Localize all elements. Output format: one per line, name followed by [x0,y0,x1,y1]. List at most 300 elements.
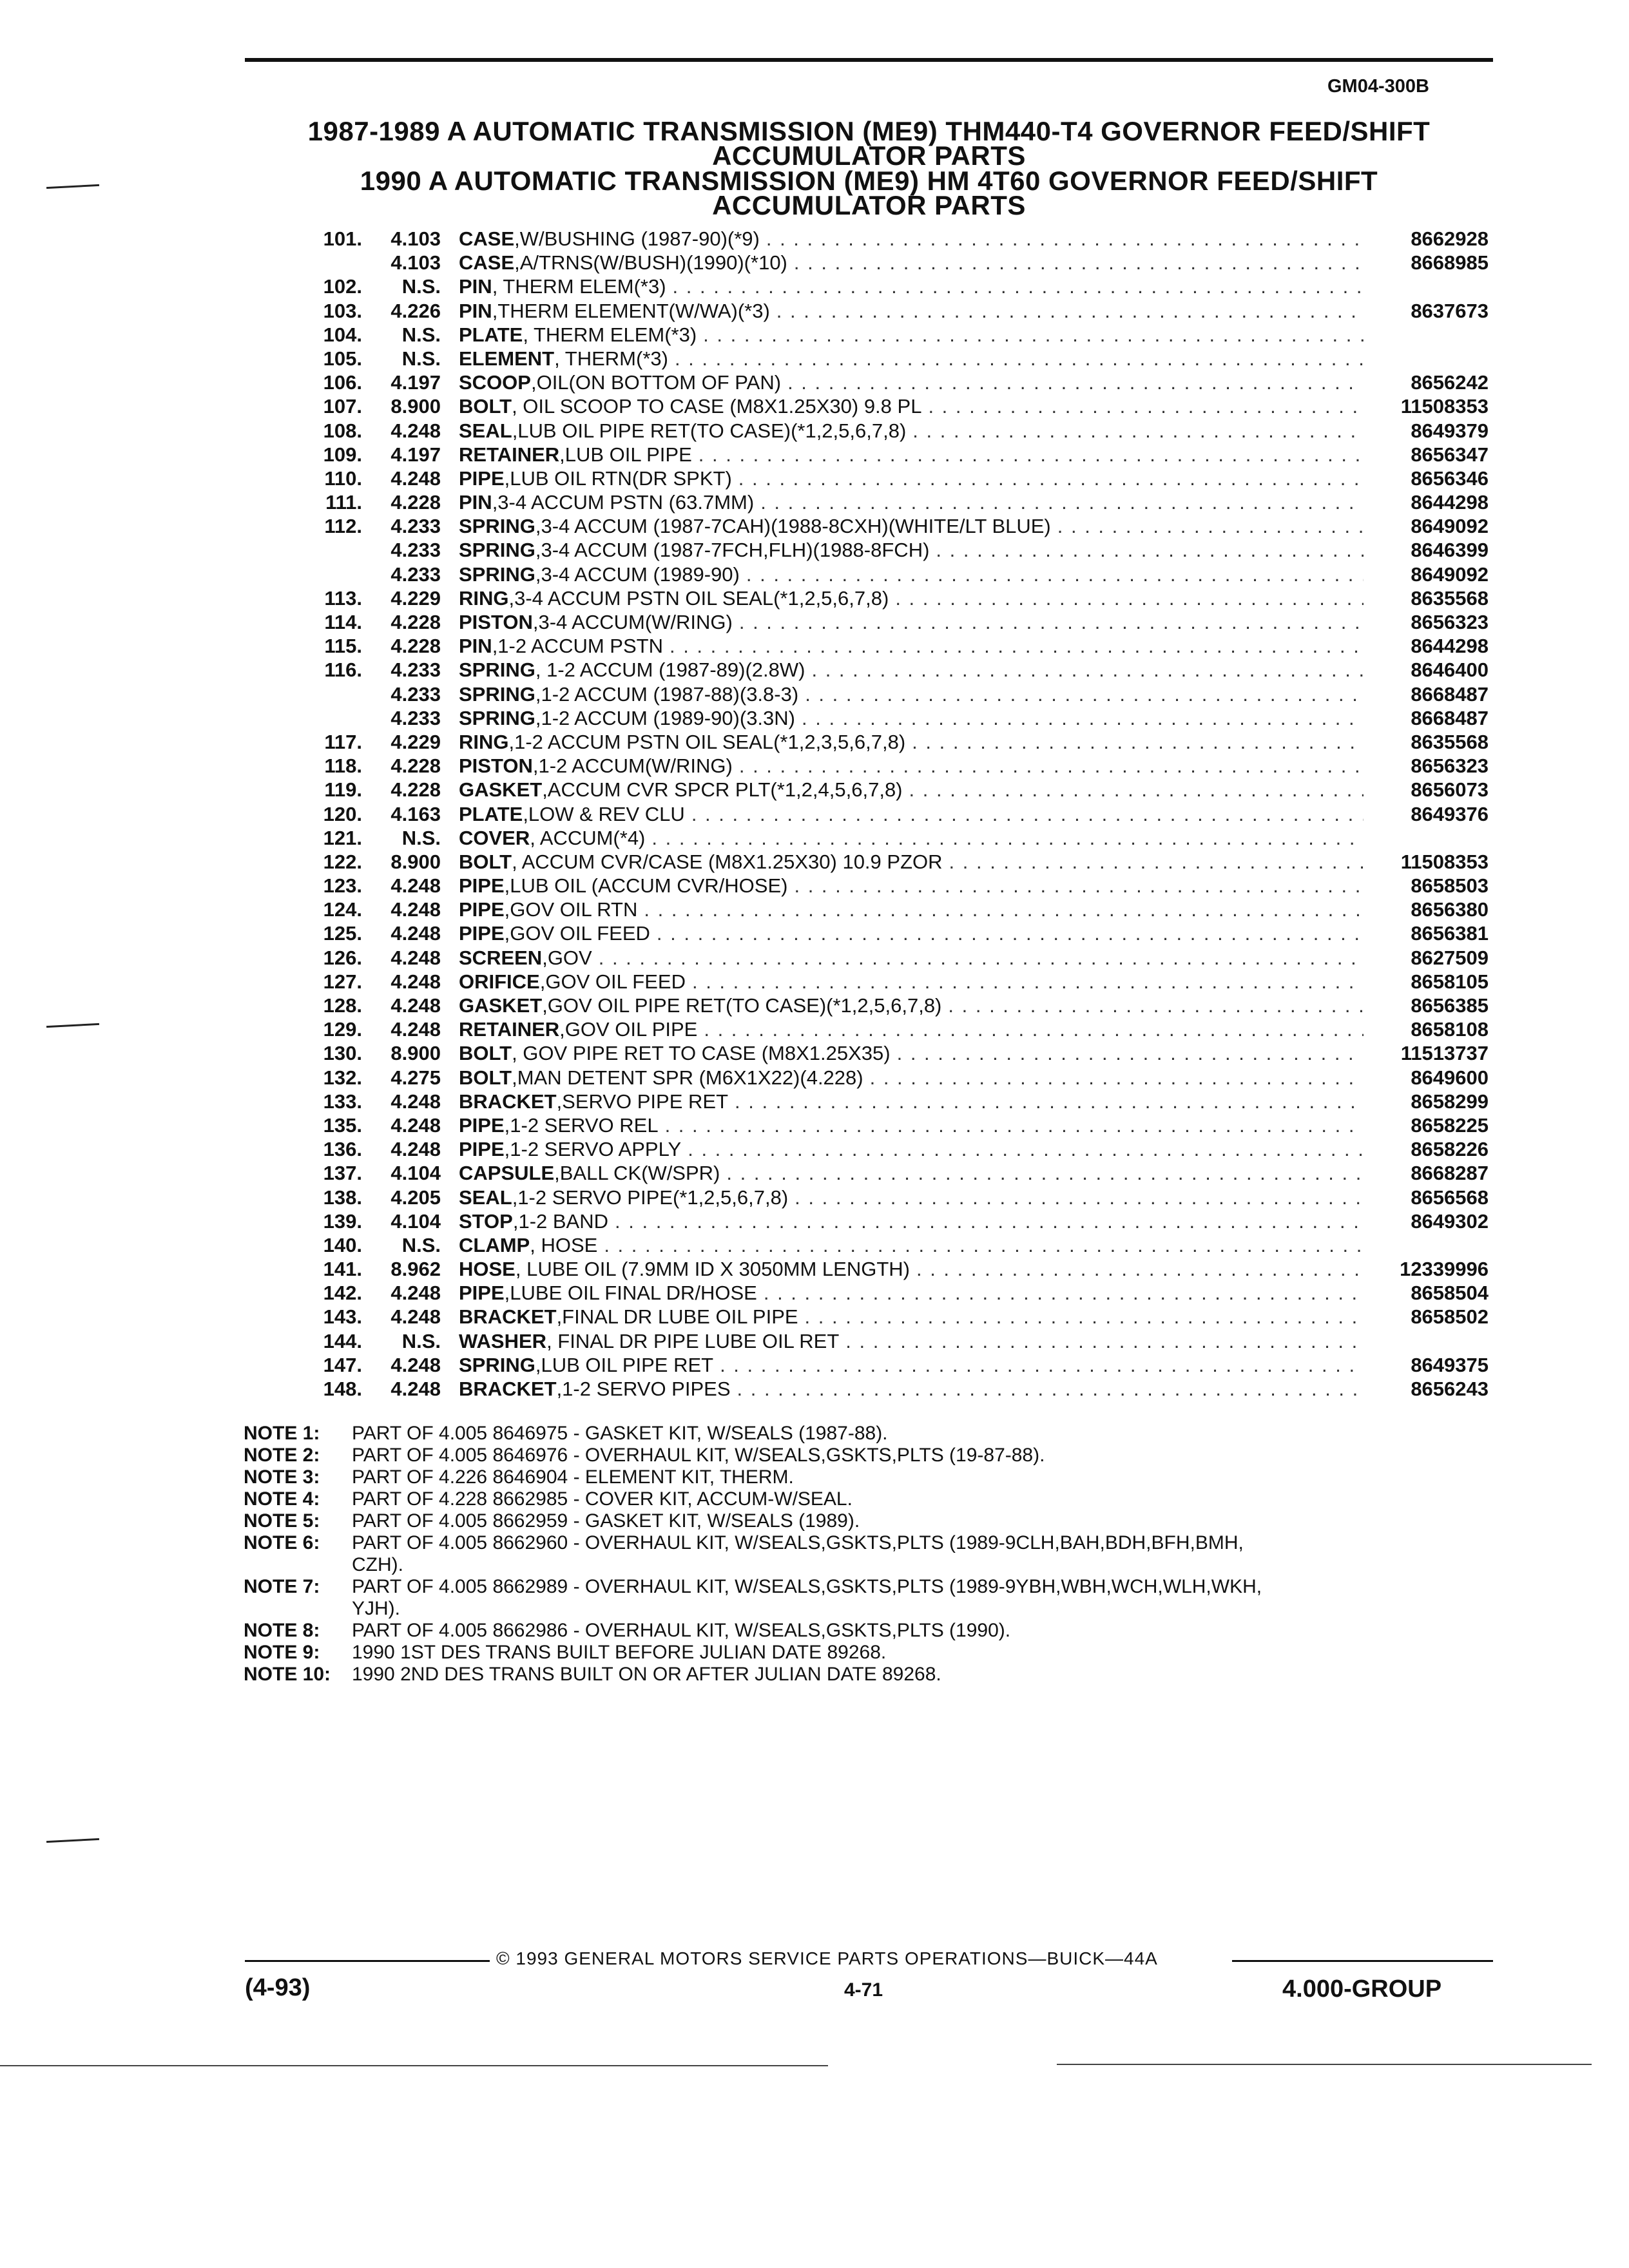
part-row [0,730,1629,754]
part-row [0,1209,1629,1233]
part-number: 8649092 [1411,562,1489,586]
part-row [0,778,1629,802]
part-row [0,1066,1629,1090]
document-code: GM04-300B [1327,76,1429,97]
part-row [0,658,1629,682]
dot-leader [1057,514,1364,538]
part-detail: , THERM ELEM(*3) [492,275,666,298]
group-number: 4.248 [390,466,441,490]
note-text: PART OF 4.005 8662989 - OVERHAUL KIT, W/SEALS,GSKTS,PLTS (1989-9YBH,WBH,WCH,WLH,WKH, [352,1576,1262,1597]
page-title-line-3: 1990 A AUTOMATIC TRANSMISSION (ME9) HM 4T60 GOVERNOR FEED/SHIFT [360,166,1378,196]
ref-number: 118. [324,754,362,778]
group-number: 8.962 [390,1258,441,1281]
part-description [459,443,1364,466]
part-number: 8658108 [1411,1018,1489,1041]
ref-number: 117. [324,730,362,753]
part-number: 8658502 [1411,1305,1489,1329]
group-number: 4.233 [390,658,441,682]
part-detail: , ACCUM CVR/CASE (M8X1.25X30) 10.9 PZOR [512,850,943,873]
ref-number: 128. [323,994,362,1017]
parts-list [0,227,1629,1401]
page-title-line-1: 1987-1989 A AUTOMATIC TRANSMISSION (ME9) THM440-T4 GOVERNOR FEED/SHIFT [307,116,1431,146]
bottom-rule [1057,2064,1592,2065]
part-description [459,994,1364,1017]
part-description [459,610,1364,634]
group-number: 4.248 [390,1090,441,1113]
part-number: 8668487 [1411,706,1489,729]
part-description [459,274,1364,298]
part-description [459,586,1364,610]
part-detail: ,1-2 ACCUM(W/RING) [532,754,733,778]
part-description [459,466,1364,490]
part-description [459,1161,1364,1185]
note-text: PART OF 4.228 8662985 - COVER KIT, ACCUM-W/SEAL. [352,1488,853,1510]
note-item [244,1576,1507,1620]
dot-leader [746,562,1364,586]
part-name: PIN [459,299,492,322]
part-name: COVER [459,826,530,849]
part-name: CASE [459,227,515,250]
part-detail: , LUBE OIL (7.9MM ID X 3050MM LENGTH) [515,1258,910,1281]
part-description [459,1017,1364,1041]
group-number: 4.233 [390,682,441,706]
part-row [0,874,1629,898]
note-text: PART OF 4.005 8662986 - OVERHAUL KIT, W/SEALS,GSKTS,PLTS (1990). [352,1620,1011,1641]
group-number: 4.248 [390,1138,441,1161]
part-name: SPRING [459,706,535,729]
dot-leader [776,299,1364,323]
part-number: 8668287 [1411,1162,1489,1185]
part-detail: ,3-4 ACCUM PSTN (63.7MM) [492,491,755,514]
part-detail: ,1-2 ACCUM (1987-88)(3.8-3) [535,682,799,706]
part-row [0,994,1629,1017]
part-description [459,1257,1364,1281]
part-number: 8644298 [1411,491,1489,514]
part-description [459,1233,1364,1257]
part-detail: ,1-2 BAND [512,1209,609,1233]
part-row [0,443,1629,466]
note-continuation: CZH). [352,1554,403,1575]
part-number: 8658105 [1411,970,1489,993]
part-description [459,323,1364,347]
part-name: PISTON [459,611,533,633]
part-detail: , OIL SCOOP TO CASE (M8X1.25X30) 9.8 PL [512,395,922,418]
ref-number: 106. [323,371,362,394]
part-number: 8656568 [1411,1186,1489,1209]
dot-leader [845,1329,1364,1353]
note-label: NOTE 1: [244,1423,320,1444]
footer-rule-left [245,1960,490,1962]
dot-leader [912,730,1364,754]
ref-number: 102. [323,275,362,298]
part-name: BRACKET [459,1378,557,1400]
part-row [0,514,1629,538]
dot-leader [699,443,1364,466]
dot-leader [909,778,1364,802]
part-number: 8627509 [1411,946,1489,969]
part-name: PIPE [459,898,505,921]
part-description [459,1090,1364,1113]
binder-punch-mark [46,1838,99,1843]
note-item [244,1488,1507,1510]
part-description [459,1281,1364,1305]
part-row [0,1377,1629,1401]
part-number: 8656385 [1411,994,1489,1017]
part-number: 8649375 [1411,1353,1489,1376]
part-detail: ,3-4 ACCUM (1987-7FCH,FLH)(1988-8FCH) [535,539,930,562]
part-name: WASHER [459,1329,547,1352]
part-name: PIPE [459,466,505,490]
group-number: 4.197 [390,443,441,466]
dot-leader [675,347,1364,370]
ref-number: 144. [323,1329,362,1352]
part-description [459,1137,1364,1161]
dot-leader [604,1233,1364,1257]
part-name: CLAMP [459,1233,530,1256]
part-name: RETAINER [459,1018,560,1041]
note-text: PART OF 4.226 8646904 - ELEMENT KIT, THERM. [352,1466,794,1488]
part-detail: ,LOW & REV CLU [523,802,685,825]
part-row [0,1113,1629,1137]
part-detail: , GOV PIPE RET TO CASE (M8X1.25X35) [512,1042,891,1065]
ref-number: 111. [325,491,362,514]
part-row [0,970,1629,994]
group-number: 4.229 [390,586,441,610]
part-number: 11513737 [1400,1042,1489,1065]
ref-number: 126. [323,946,362,969]
note-label: NOTE 3: [244,1466,320,1488]
part-number: 12339996 [1400,1258,1489,1281]
part-description [459,826,1364,850]
ref-number: 103. [323,299,362,322]
ref-number: 130. [323,1042,362,1065]
part-number: 8646399 [1411,539,1489,562]
dot-leader [704,1017,1364,1041]
group-number: 4.228 [390,491,441,514]
part-name: HOSE [459,1258,516,1281]
part-name: SPRING [459,682,535,706]
note-text: 1990 2ND DES TRANS BUILT ON OR AFTER JULIAN DATE 89268. [352,1664,941,1685]
part-description [459,1353,1364,1377]
part-number: 8649302 [1411,1209,1489,1233]
group-number: 4.248 [390,946,441,969]
ref-number: 142. [323,1282,362,1305]
binder-punch-mark [46,184,99,189]
part-description [459,347,1364,370]
part-description [459,1113,1364,1137]
part-description [459,874,1364,898]
part-row [0,1017,1629,1041]
group-number: 4.197 [390,371,441,394]
page-number: 4-71 [844,1979,883,2001]
group-number: 4.233 [390,515,441,538]
ref-number: 109. [323,443,362,466]
part-detail: ,LUBE OIL FINAL DR/HOSE [504,1282,757,1305]
part-name: SCREEN [459,946,543,969]
part-row [0,1137,1629,1161]
note-continuation: YJH). [352,1598,400,1619]
part-number: 8658226 [1411,1138,1489,1161]
group-number: 4.248 [390,1113,441,1137]
part-name: PLATE [459,802,523,825]
notes-section [244,1423,1507,1686]
ref-number: 119. [324,778,362,802]
dot-leader [665,1113,1364,1137]
ref-number: 129. [323,1018,362,1041]
note-label: NOTE 9: [244,1642,320,1663]
dot-leader [760,490,1364,514]
group-number: 4.248 [390,419,441,442]
group-number: 8.900 [390,1042,441,1065]
part-number: 8656073 [1411,778,1489,802]
part-detail: ,OIL(ON BOTTOM OF PAN) [530,371,782,394]
dot-leader [739,754,1364,778]
group-number: 4.248 [390,970,441,993]
part-detail: ,SERVO PIPE RET [556,1090,729,1113]
part-name: SEAL [459,1186,512,1209]
note-item [244,1620,1507,1642]
ref-number: 132. [323,1066,362,1089]
part-name: SPRING [459,539,535,562]
part-name: CASE [459,251,515,274]
part-detail: , THERM ELEM(*3) [523,323,697,346]
part-detail: ,GOV OIL FEED [504,922,650,945]
ref-number: 141. [323,1258,362,1281]
part-number: 8656380 [1411,898,1489,921]
part-detail: ,1-2 SERVO REL [504,1113,659,1137]
part-number: 8656243 [1411,1378,1489,1400]
bottom-rule [0,2065,828,2066]
dot-leader [738,466,1364,490]
part-name: SPRING [459,1353,535,1376]
ref-number: 147. [323,1353,362,1376]
part-name: PISTON [459,754,533,778]
part-description [459,946,1364,970]
part-detail: , 1-2 ACCUM (1987-89)(2.8W) [535,658,805,682]
ref-number: 140. [323,1233,362,1256]
part-row [0,706,1629,730]
note-label: NOTE 8: [244,1620,320,1641]
note-item [244,1423,1507,1445]
group-number: 4.233 [390,539,441,562]
part-number: 8656381 [1411,922,1489,945]
part-number: 8656323 [1411,754,1489,778]
note-text: PART OF 4.005 8662960 - OVERHAUL KIT, W/SEALS,GSKTS,PLTS (1989-9CLH,BAH,BDH,BFH,BMH, [352,1532,1244,1553]
ref-number: 127. [323,970,362,993]
part-row [0,466,1629,490]
note-label: NOTE 7: [244,1576,320,1597]
part-detail: ,1-2 ACCUM PSTN OIL SEAL(*1,2,3,5,6,7,8) [508,730,906,753]
part-description [459,370,1364,394]
group-number: 4.104 [390,1162,441,1185]
group-number: 4.248 [390,874,441,898]
dot-leader [805,682,1364,706]
part-name: BOLT [459,395,512,418]
group-number: N.S. [401,323,441,346]
part-description [459,850,1364,874]
note-text: 1990 1ST DES TRANS BUILT BEFORE JULIAN DATE 89268. [352,1642,887,1663]
part-detail: ,LUB OIL PIPE RET [535,1353,714,1376]
part-number: 8656242 [1411,371,1489,394]
group-number: 4.233 [390,706,441,729]
dot-leader [870,1066,1364,1090]
part-detail: ,1-2 ACCUM (1989-90)(3.3N) [535,706,795,729]
part-description [459,394,1364,418]
dot-leader [691,802,1364,826]
ref-number: 101. [323,227,362,250]
part-detail: ,LUB OIL PIPE RET(TO CASE)(*1,2,5,6,7,8) [512,419,907,442]
part-description [459,1066,1364,1090]
part-name: STOP [459,1209,513,1233]
part-row [0,323,1629,347]
note-item [244,1510,1507,1532]
note-text: PART OF 4.005 8646976 - OVERHAUL KIT, W/SEALS,GSKTS,PLTS (19-87-88). [352,1445,1045,1466]
part-description [459,682,1364,706]
part-number: 8656347 [1411,443,1489,466]
part-detail: ,LUB OIL PIPE [559,443,692,466]
part-description [459,898,1364,921]
part-detail: ,GOV OIL PIPE RET(TO CASE)(*1,2,5,6,7,8) [542,994,942,1017]
group-number: 4.103 [390,227,441,250]
note-item [244,1466,1507,1488]
part-detail: ,THERM ELEMENT(W/WA)(*3) [492,299,770,322]
group-number: 4.248 [390,1305,441,1329]
part-description [459,419,1364,443]
part-row [0,634,1629,658]
dot-leader [916,1257,1364,1281]
dot-leader [787,370,1364,394]
part-description [459,802,1364,826]
part-description [459,1377,1364,1401]
part-description [459,562,1364,586]
part-row [0,1305,1629,1329]
group-number: 4.228 [390,635,441,658]
part-row [0,586,1629,610]
part-row [0,610,1629,634]
part-detail: ,GOV [542,946,592,969]
group-number: 4.233 [390,562,441,586]
group-number: 4.163 [390,802,441,825]
part-row [0,251,1629,274]
part-name: PIN [459,491,492,514]
dot-leader [703,323,1364,347]
part-name: SPRING [459,658,535,682]
part-name: BOLT [459,1066,512,1089]
group-number: 4.228 [390,778,441,802]
part-name: PIPE [459,922,505,945]
group-number: 4.248 [390,898,441,921]
ref-number: 135. [323,1113,362,1137]
part-name: BRACKET [459,1305,557,1329]
part-detail: ,BALL CK(W/SPR) [554,1162,720,1185]
group-number: N.S. [401,1329,441,1352]
ref-number: 122. [323,850,362,873]
part-detail: , FINAL DR PIPE LUBE OIL RET [546,1329,840,1352]
group-number: 4.248 [390,1353,441,1376]
part-row [0,490,1629,514]
page-title-line-2: ACCUMULATOR PARTS [712,140,1026,171]
note-label: NOTE 6: [244,1532,320,1553]
ref-number: 114. [324,611,362,633]
dot-leader [802,706,1364,730]
ref-number: 143. [323,1305,362,1329]
part-number: 8649376 [1411,802,1489,825]
ref-number: 108. [323,419,362,442]
part-row [0,1329,1629,1353]
note-text: PART OF 4.005 8662959 - GASKET KIT, W/SEALS (1989). [352,1510,860,1532]
part-description [459,730,1364,754]
group-number: 4.248 [390,922,441,945]
part-detail: ,1-2 SERVO APPLY [504,1138,682,1161]
part-name: BOLT [459,1042,512,1065]
dot-leader [615,1209,1364,1233]
part-name: PLATE [459,323,523,346]
part-number: 8646400 [1411,658,1489,682]
part-name: RING [459,730,509,753]
part-number: 8649600 [1411,1066,1489,1089]
dot-leader [794,874,1364,898]
dot-leader [657,921,1364,945]
dot-leader [949,850,1364,874]
dot-leader [912,419,1364,443]
group-number: N.S. [401,275,441,298]
ref-number: 104. [323,323,362,346]
ref-number: 105. [323,347,362,370]
part-name: BRACKET [459,1090,557,1113]
part-number: 8658504 [1411,1282,1489,1305]
part-row [0,1161,1629,1185]
part-name: CAPSULE [459,1162,555,1185]
part-description [459,658,1364,682]
group-number: 4.228 [390,611,441,633]
dot-leader [795,1186,1364,1209]
part-name: SPRING [459,515,535,538]
part-description [459,1209,1364,1233]
note-item [244,1642,1507,1664]
dot-leader [720,1353,1364,1377]
note-label: NOTE 4: [244,1488,320,1510]
note-label: NOTE 10: [244,1664,331,1685]
part-row [0,419,1629,443]
dot-leader [897,1041,1364,1065]
part-name: RETAINER [459,443,560,466]
dot-leader [928,394,1364,418]
part-row [0,394,1629,418]
part-row [0,370,1629,394]
group-number: N.S. [401,347,441,370]
part-description [459,754,1364,778]
part-name: GASKET [459,994,543,1017]
group-number: 4.226 [390,299,441,322]
part-name: PIPE [459,1113,505,1137]
part-row [0,826,1629,850]
part-name: BOLT [459,850,512,873]
group-number: 4.248 [390,1282,441,1305]
part-number: 8635568 [1411,730,1489,753]
part-row [0,1090,1629,1113]
group-number: 8.900 [390,850,441,873]
part-row [0,538,1629,562]
part-detail: ,FINAL DR LUBE OIL PIPE [556,1305,798,1329]
part-name: PIN [459,635,492,658]
dot-leader [726,1161,1364,1185]
part-detail: ,ACCUM CVR SPCR PLT(*1,2,4,5,6,7,8) [542,778,903,802]
group-number: 4.103 [390,251,441,274]
part-description [459,1305,1364,1329]
part-row [0,682,1629,706]
note-text: PART OF 4.005 8646975 - GASKET KIT, W/SEALS (1987-88). [352,1423,888,1444]
ref-number: 110. [324,466,362,490]
